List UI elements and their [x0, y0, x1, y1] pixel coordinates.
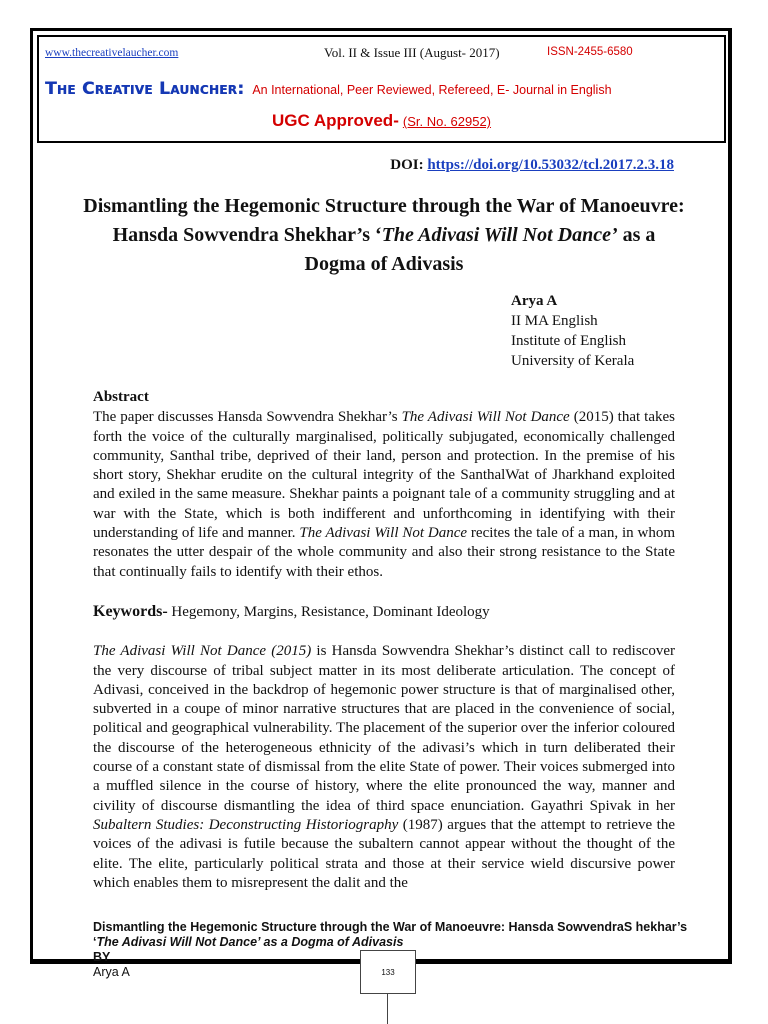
abstract-text	[93, 408, 675, 582]
issn: ISSN-2455-6580	[547, 46, 633, 58]
masthead-ugc-row	[39, 111, 724, 131]
abstract-part: The paper discusses Hansda Sowvendra Shekhar’s	[93, 409, 402, 426]
author-institute: Institute of English	[511, 333, 626, 349]
volume-issue: Vol. II & Issue III (August- 2017)	[324, 45, 500, 60]
abstract-heading: Abstract	[93, 389, 149, 405]
title-text: Dismantling the Hegemonic Structure through the War of Manoeuvre: Hansda Sowvendra Shekhar’s ‘	[83, 195, 685, 246]
intro-part: is Hansda Sowvendra Shekhar’s distinct call to rediscover the very discourse of tribal subject matter in its most deliberate articulation. The concept of Adivasi, conceived in the backdrop of hegemonic power structure is that of marginalised other, subverted in a coupe of minor narrative structures that are placed in the convenience of social, political and geographical vulnerability. The placement of the superior over the inferior coloured the discourse of the heterogeneous ethnicity of the adivasi’s which in turn deliberated their course of a constant state of dismissal from the elite State of power. Their voices submerged into a muffled silence in the course of history, where the elite pronounced the way, manner and civility of discourse dismantling the idea of third space enunciation. Gayathri Spivak in her	[93, 643, 675, 814]
footer-author: Arya A	[93, 965, 130, 979]
author-degree: II MA English	[511, 313, 598, 329]
doi-label: DOI:	[390, 157, 424, 173]
footer-title-text: Dismantling the Hegemonic Structure through the War of Manoeuvre: Hansda SowvendraS hekhar’s ‘	[93, 920, 688, 949]
ugc-serial: (Sr. No. 62952)	[402, 114, 492, 129]
journal-name: The Creative Launcher:	[45, 79, 245, 99]
abstract-italic: The Adivasi Will Not Dance	[401, 409, 570, 426]
journal-description: An International, Peer Reviewed, Refereed, E- Journal in English	[252, 83, 612, 97]
masthead-journal-row	[45, 79, 612, 99]
author-university: University of Kerala	[511, 353, 635, 369]
keywords-line	[93, 602, 675, 622]
abstract-part: recites the tale of a man, in whom resonates the utter despair of the whole community and also their strong resistance to the State that continually fails to identify with their ethos.	[93, 525, 675, 580]
intro-italic: Subaltern Studies: Deconstructing Historiography	[93, 816, 399, 833]
paper-title	[80, 192, 688, 279]
intro-paragraph	[93, 642, 675, 893]
keywords-text: Hegemony, Margins, Resistance, Dominant Ideology	[167, 603, 490, 620]
page-number: 133	[360, 950, 416, 994]
website-link[interactable]: www.thecreativelaucher.com	[45, 47, 179, 59]
author-block	[511, 291, 634, 371]
page-number-line	[387, 994, 388, 1024]
intro-part: (1987) argues that the attempt to retrieve the voices of the adivasi is futile because the subaltern cannot appear without the thought of the elite. The elite, particularly political strata and those at their service wield discursive power which enables them to misrepresent the dalit and the	[93, 816, 675, 891]
footer-by: BY	[93, 950, 111, 964]
title-text-end: as a Dogma of Adivasis	[304, 224, 656, 275]
doi-line	[390, 157, 674, 174]
journal-masthead	[37, 35, 726, 143]
footer-title-italic: The Adivasi Will Not Dance’ as a Dogma of Adivasis	[96, 935, 404, 949]
author-name: Arya A	[511, 293, 558, 309]
abstract-italic: The Adivasi Will Not Dance	[299, 525, 468, 542]
footer-title	[93, 920, 693, 950]
keywords-label: Keywords-	[93, 602, 168, 620]
doi-link[interactable]: https://doi.org/10.53032/tcl.2017.2.3.18	[427, 157, 674, 173]
paper-body	[93, 388, 675, 893]
title-italic: The Adivasi Will Not Dance’	[381, 224, 618, 246]
intro-italic: The Adivasi Will Not Dance (2015)	[93, 643, 312, 660]
abstract-part: (2015) that takes forth the voice of the culturally marginalised, politically subjugated, economically challenged community, Santhal tribe, deprived of their land, person and protection. In the premise of his short story, Shekhar erudite on the cultural integrity of the SanthalWat of Jharkhand exploited and exiled in the same measure. Shekhar paints a poignant tale of a community struggling and at war with the State, which is both indifferent and unforthcoming in identifying with their understanding of life and manner.	[93, 409, 675, 542]
ugc-approved: UGC Approved-	[271, 111, 399, 130]
masthead-top-row	[39, 45, 724, 63]
